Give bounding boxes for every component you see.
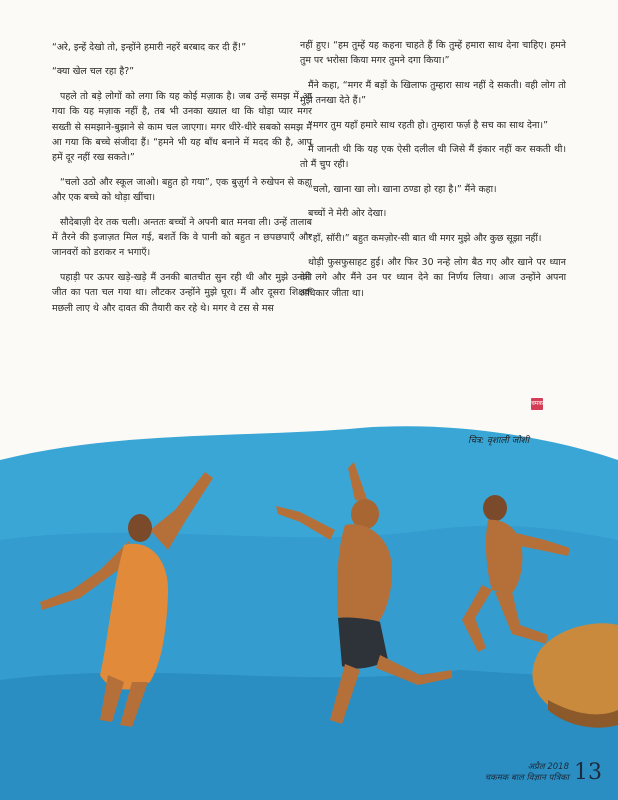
paragraph: थोड़ी फुसफुसाहट हुई। और फिर 30 नन्हे लोग बैठ गए और खाने पर ध्यान देने लगे और मैंने उन पर ध्यान देने का निर्णय लिया। आज उन्होंने अपना अधिकार जीता था। (300, 257, 566, 299)
paragraph: “चलो उठो और स्कूल जाओ। बहुत हो गया”, एक बुज़ुर्ग ने रुखेपन से कहा और एक बच्चे को थोड़ा खींचा। (52, 176, 312, 204)
article-right-column (300, 38, 566, 310)
paragraph: “चलो, खाना खा लो। खाना ठण्डा हो रहा है।” मैंने कहा। (308, 183, 497, 195)
illustration-credit: चित्र: वृशाली जोशी (468, 436, 530, 446)
paragraph: सौदेबाज़ी देर तक चली। अन्ततः बच्चों ने अपनी बात मनवा ली। उन्हें तालाब में तैरने की इजाज़त मिल गई, बशर्ते कि वे पानी को बहुत न छपछपाएँ और जानवरों को डराकर न भगाएँ। (52, 216, 312, 259)
paragraph: बच्चों ने मेरी ओर देखा। (308, 208, 387, 220)
article-left-column (52, 40, 312, 325)
footer-publication (485, 762, 569, 784)
paragraph: “अरे, इन्हें देखो तो, इन्होंने हमारी नहरें बरबाद कर दी हैं!” (52, 42, 247, 53)
swimming-children-illustration (0, 420, 618, 800)
paragraph: “मगर तुम यहाँ हमारे साथ रहती हो। तुम्हारा फर्ज़ है सच का साथ देना।” (308, 119, 548, 131)
paragraph: मैंने कहा, “मगर मैं बड़ों के खिलाफ तुम्हारा साथ नहीं दे सकती। वही लोग तो मुझे तनखा देते हैं।” (300, 79, 566, 107)
paragraph: पहले तो बड़े लोगों को लगा कि यह कोई मज़ाक है। जब उन्हें समझ में आ गया कि यह मज़ाक नहीं है, तब भी उनका ख्याल था कि थोड़ा प्यार मगर सख्ती से समझाने-बुझाने से काम चल जाएगा। मगर धीरे-धीरे सबको समझ में आ गया कि बच्चे संजीदा हैं। “हमने भी यह बाँध बनाने में मदद की है, आप हमें दूर नहीं रख सकते।” (52, 90, 312, 164)
paragraph: “क्या खेल चल रहा है?” (52, 66, 135, 78)
magazine-name: चकमक बाल विज्ञान पत्रिका (484, 773, 569, 783)
issue-date: अप्रैल 2018 (527, 762, 569, 772)
page-number: 13 (574, 760, 602, 785)
story-end-mark-icon: चमक (531, 398, 543, 410)
paragraph: “हाँ, सॉरी।” बहुत कमज़ोर-सी बात थी मगर मुझे और कुछ सूझा नहीं। (308, 232, 542, 244)
paragraph: मैं जानती थी कि यह एक ऐसी दलील थी जिसे मैं इंकार नहीं कर सकती थी। तो मैं चुप रही। (300, 144, 566, 171)
page-footer (485, 762, 602, 784)
paragraph: पहाड़ी पर ऊपर खड़े-खड़े मैं उनकी बातचीत सुन रही थी और मुझे उनकी जीत का पता चल गया था। लौटकर उन्होंने मुझे घूरा। मैं और दूसरा शिक्षक मछली लाए थे और दावत की तैयारी कर रहे थे। मगर वे टस से मस (52, 271, 312, 314)
paragraph: नहीं हुए। “हम तुम्हें यह कहना चाहते हैं कि तुम्हें हमारा साथ देना चाहिए। हमने तुम पर भरोसा किया मगर तुमने दगा किया।” (300, 40, 566, 67)
